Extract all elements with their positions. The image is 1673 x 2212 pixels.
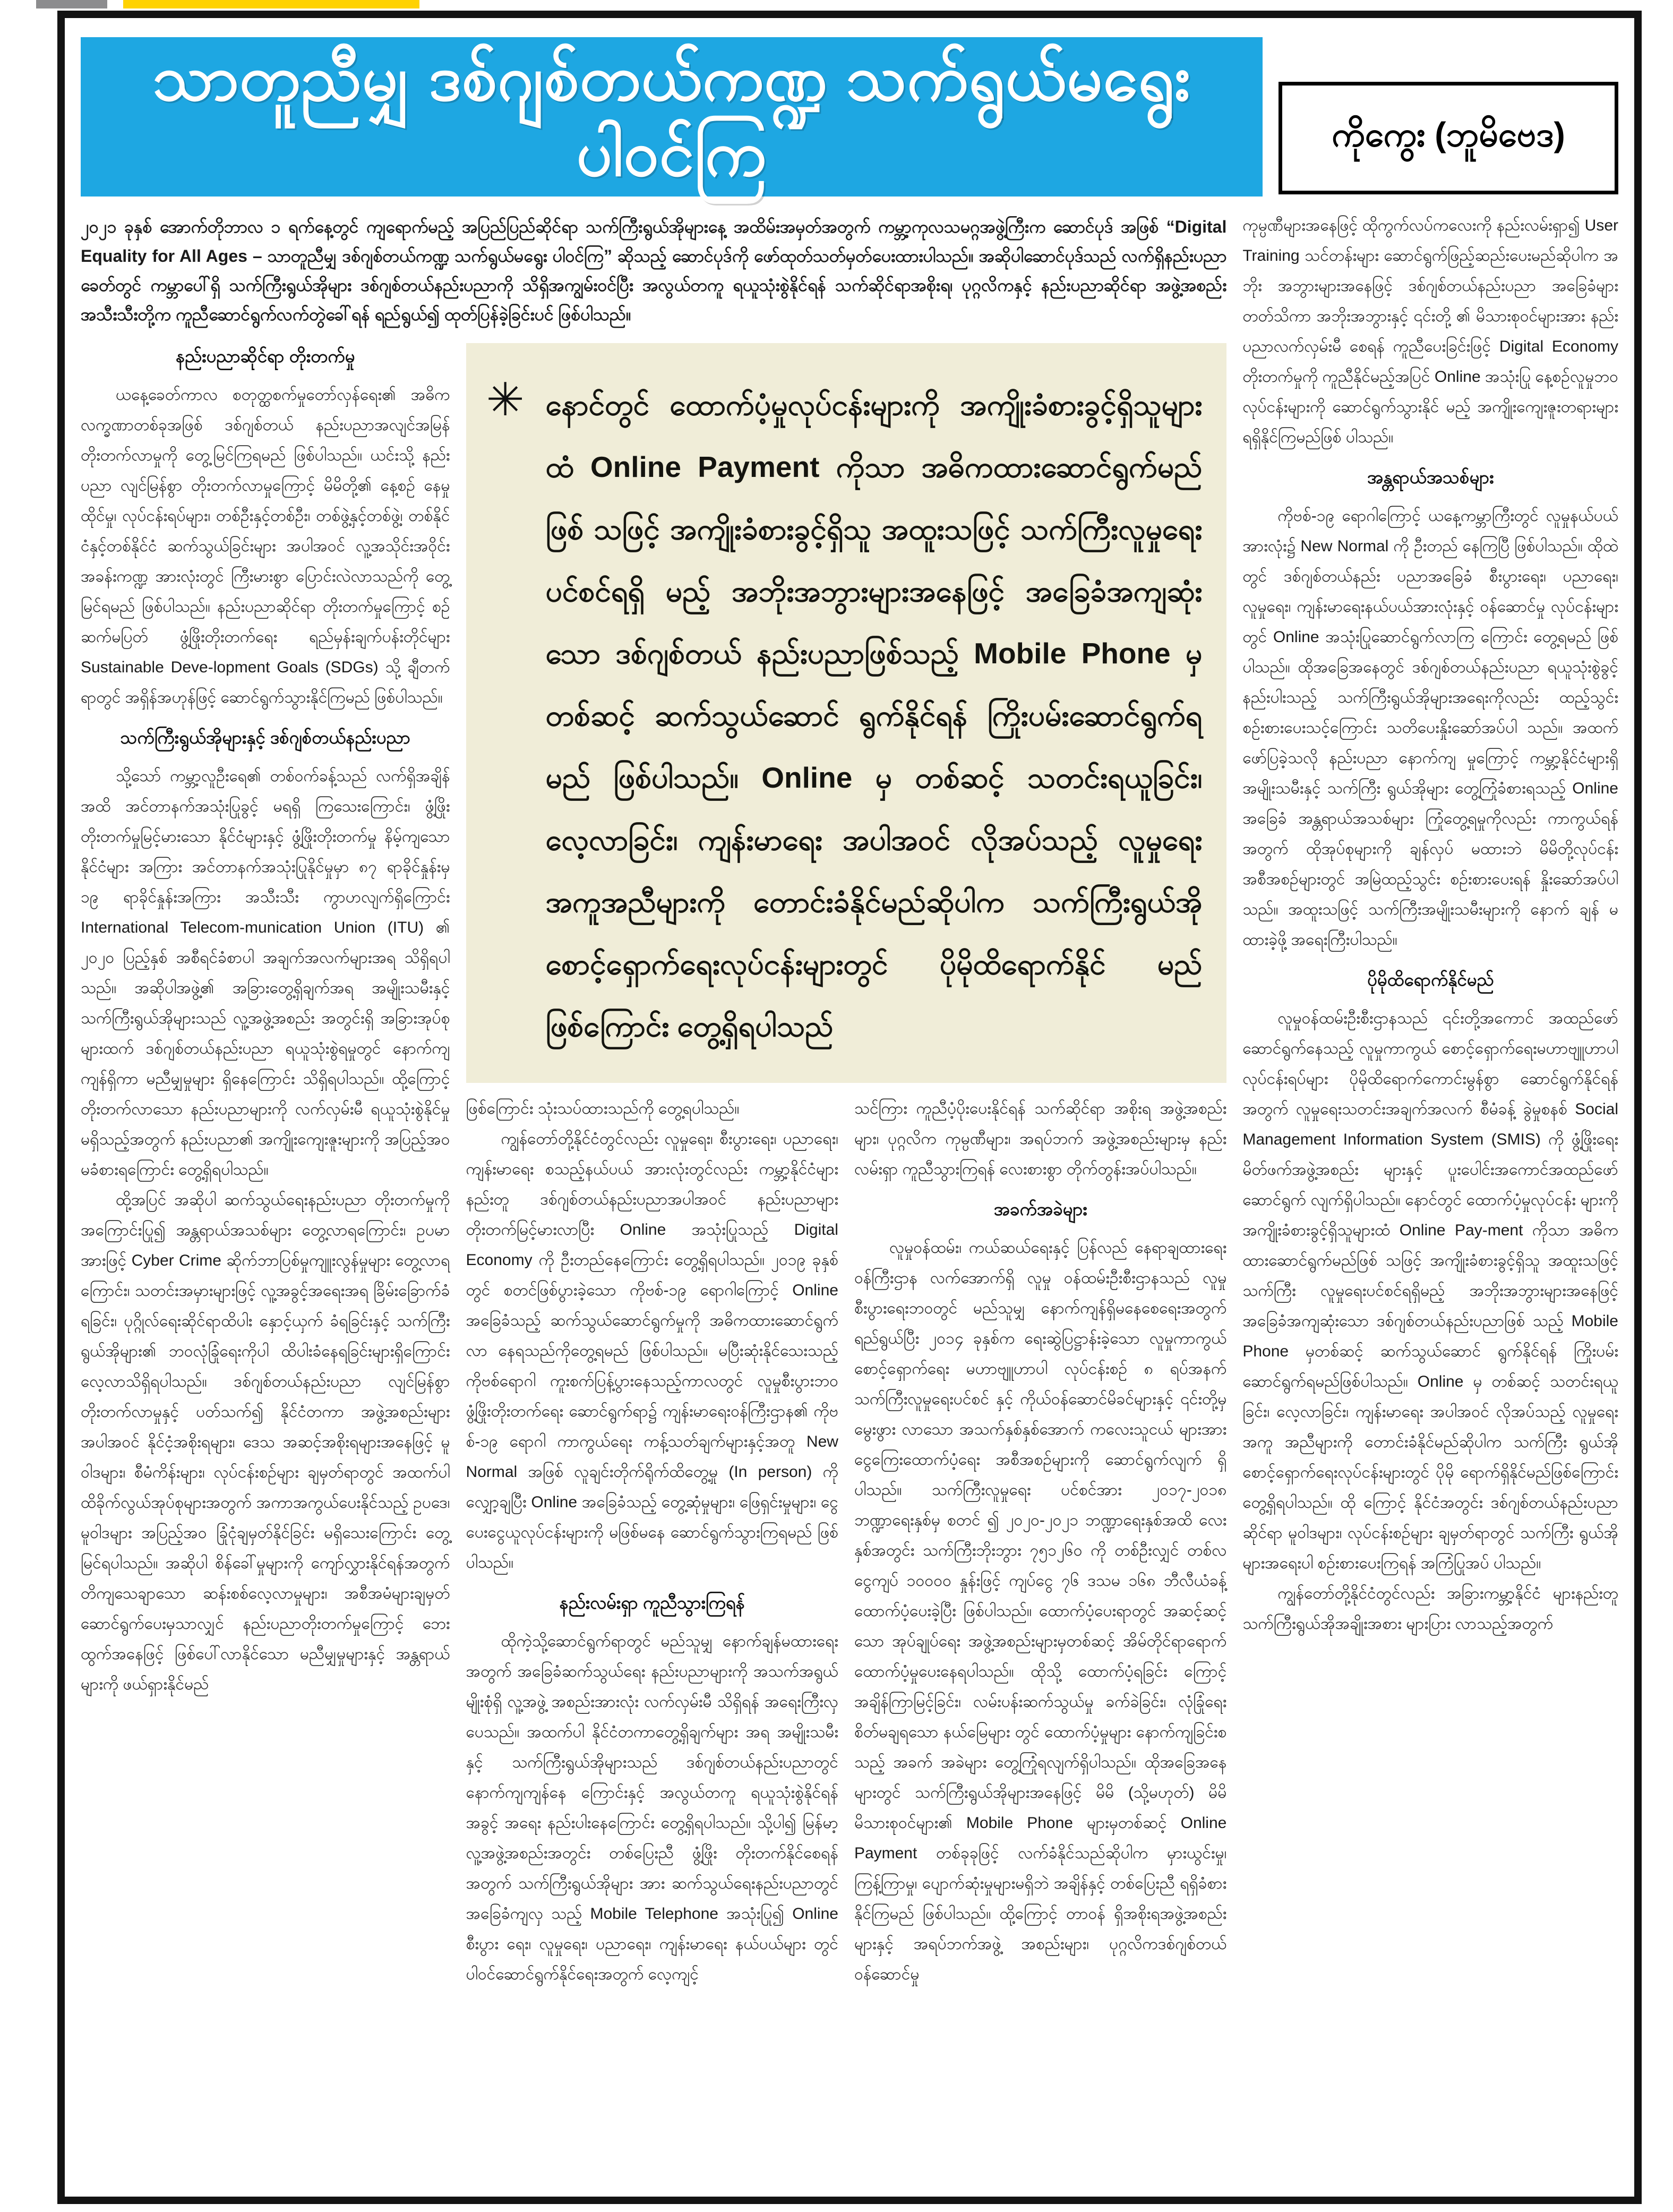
top-yellow-bar: [123, 0, 419, 8]
middle-section: [466, 343, 1227, 1989]
article-paragraph: ကျွန်တော်တို့နိုင်ငံတွင်လည်း အခြားကမ္ဘာ့နိုင်ငံ များနည်းတူ သက်ကြီးရွယ်အိုအချိုးအစား များပြား လာသည့်အတွက်: [1242, 1585, 1618, 1633]
article-frame: [57, 11, 1642, 2204]
article-paragraph: ထို့အပြင် အဆိုပါ ဆက်သွယ်ရေးနည်းပညာ တိုးတက်မှုကိုအကြောင်းပြု၍ အန္တရာယ်အသစ်များ တွေ့လာရကြောင်း၊ ဥပမာအားဖြင့် Cyber Crime ဆိုက်ဘာပြစ်မှုကျူးလွန်မှုများ တွေ့လာရကြောင်း၊ သတင်းအမှားများဖြင့် လူ့အခွင့်အရေးအရ ခြိမ်းခြောက်ခံရခြင်း၊ ပုဂ္ဂိုလ်ရေးဆိုင်ရာထိပါး နှောင့်ယှက် ခံရခြင်းနှင့် သက်ကြီးရွယ်အိုများ၏ ဘဝလုံခြုံရေးကိုပါ ထိပါးခံနေရခြင်းများရှိကြောင်း လေ့လာသိရှိရပါသည်။ ဒစ်ဂျစ်တယ်နည်းပညာ လျင်မြန်စွာ တိုးတက်လာမှုနှင့် ပတ်သက်၍ နိုင်ငံတကာ အဖွဲ့အစည်းများ အပါအဝင် နိုင်ငံ့အစိုးရများ၊ ဒေသ အဆင့်အစိုးရများအနေဖြင့် မူဝါဒများ၊ စီမံကိန်းများ၊ လုပ်ငန်းစဉ်များ ချမှတ်ရာတွင် အထက်ပါ ထိခိုက်လွယ်အုပ်စုများအတွက် အကာအကွယ်ပေးနိုင်သည့် ဥပဒေ၊ မူဝါဒများ အပြည့်အဝ ခြုံငုံချမှတ်နိုင်ခြင်း မရှိသေးကြောင်း တွေ့မြင်ရပါသည်။ အဆိုပါ စိန်ခေါ်မှုများကို ကျော်လွှားနိုင်ရန်အတွက် တိကျသေချာသော ဆန်းစစ်လေ့လာမှုများ၊ အစီအမံများချမှတ် ဆောင်ရွက်ပေးမှသာလျှင် နည်းပညာတိုးတက်မှုကြောင့် ဘေးထွက်အနေဖြင့် ဖြစ်ပေါ်လာနိုင်သော မညီမျှမှုများနှင့် အန္တရာယ်များကို ဖယ်ရှားနိုင်မည်: [81, 1191, 450, 1693]
column-4: [1242, 210, 1618, 1989]
article-paragraph: သို့သော် ကမ္ဘာ့လူဦးရေ၏ တစ်ဝက်ခန့်သည် လက်ရှိအချိန်အထိ အင်တာနက်အသုံးပြုခွင့် မရရှိ ကြသေးကြောင်း၊ ဖွံ့ဖြိုးတိုးတက်မှုမြင့်မားသော နိုင်ငံများနှင့် ဖွံ့ဖြိုးတိုးတက်မှု နိမ့်ကျသော နိုင်ငံများ အကြား အင်တာနက်အသုံးပြုနိုင်မှုမှာ ၈၇ ရာခိုင်နှုန်းမှ ၁၉ ရာခိုင်နှုန်းအကြား အသီးသီး ကွာဟလျက်ရှိကြောင်း International Telecom-munication Union (ITU) ၏ ၂၀၂၀ ပြည့်နှစ် အစီရင်ခံစာပါ အချက်အလက်များအရ သိရှိရပါ သည်။ အဆိုပါအဖွဲ့၏ အခြားတွေ့ရှိချက်အရ အမျိုးသမီးနှင့် သက်ကြီးရွယ်အိုများသည် လူ့အဖွဲ့အစည်း အတွင်းရှိ အခြားအုပ်စုများထက် ဒစ်ဂျစ်တယ်နည်းပညာ ရယူသုံးစွဲရမှုတွင် နောက်ကျကျန်ရှိကာ မညီမျှမှုများ ရှိနေကြောင်း သိရှိရပါသည်။ ထို့ကြောင့် တိုးတက်လာသော နည်းပညာများကို လက်လှမ်းမီ ရယူသုံးစွဲနိုင်မှု မရှိသည့်အတွက် နည်းပညာ၏ အကျိုးကျေးဇူးများကို အပြည့်အဝမခံစားရကြောင်း တွေ့ရှိရပါသည်။: [81, 767, 450, 1178]
column-3: [854, 1094, 1226, 1989]
article-header: [81, 37, 1618, 197]
section-heading: ပိုမိုထိရောက်နိုင်မည်: [1367, 970, 1494, 989]
article-body: [81, 210, 1618, 1989]
article-paragraph: လူမှုဝန်ထမ်းဦးစီးဌာနသည် ၎င်းတို့အကောင် အထည်ဖော်ဆောင်ရွက်နေသည့် လူမှုကာကွယ် စောင့်ရှောက်ရေးမဟာဗျူဟာပါ လုပ်ငန်းရပ်များ ပိုမိုထိရောက်ကောင်းမွန်စွာ ဆောင်ရွက်နိုင်ရန် အတွက် လူမှုရေးသတင်းအချက်အလက် စီမံခန့် ခွဲမှုစနစ် Social Management Information System (SMIS) ကို ဖွံ့ဖြိုးရေး မိတ်ဖက်အဖွဲ့အစည်း များနှင့် ပူးပေါင်းအကောင်အထည်ဖော် ဆောင်ရွက် လျက်ရှိပါသည်။ နောင်တွင် ထောက်ပံ့မှုလုပ်ငန်း များကို အကျိုးခံစားခွင့်ရှိသူများထံ Online Pay-ment ကိုသာ အဓိကထားဆောင်ရွက်မည်ဖြစ် သဖြင့် အကျိုးခံစားခွင့်ရှိသူ အထူးသဖြင့် သက်ကြီး လူမှုရေးပင်စင်ရရှိမည့် အဘိုးအဘွားများအနေဖြင့် အခြေခံအကျဆုံးသော ဒစ်ဂျစ်တယ်နည်းပညာဖြစ် သည့် Mobile Phone မှတစ်ဆင့် ဆက်သွယ်ဆောင် ရွက်နိုင်ရန် ကြိုးပမ်းဆောင်ရွက်ရမည်ဖြစ်ပါသည်။ Online မှ တစ်ဆင့် သတင်းရယူခြင်း၊ လေ့လာခြင်း၊ ကျန်းမာရေး အပါအဝင် လိုအပ်သည့် လူမှုရေး အကူ အညီများကို တောင်းခံနိုင်မည်ဆိုပါက သက်ကြီး ရွယ်အို စောင့်ရှောက်ရေးလုပ်ငန်းများတွင် ပိုမို ရောက်ရှိနိုင်မည်ဖြစ်ကြောင်း တွေ့ရှိရပါသည်။ ထို ကြောင့် နိုင်ငံအတွင်း ဒစ်ဂျစ်တယ်နည်းပညာဆိုင်ရာ မူဝါဒများ၊ လုပ်ငန်းစဉ်များ ချမှတ်ရာတွင် သက်ကြီး ရွယ်အိုများအရေးပါ စဉ်းစားပေးကြရန် အကြံပြုအပ် ပါသည်။: [1242, 1010, 1618, 1572]
author-box: [1279, 82, 1618, 194]
pull-quote-box: [466, 343, 1227, 1083]
section-heading: နည်းလမ်းရှာ ကူညီသွားကြရန်: [559, 1593, 745, 1612]
section-heading: အခက်အခဲများ: [993, 1199, 1087, 1219]
headline-banner: [81, 37, 1263, 197]
intro-paragraph: ၂၀၂၁ ခုနှစ် အောက်တိုဘာလ ၁ ရက်နေ့တွင် ကျရောက်မည့် အပြည်ပြည်ဆိုင်ရာ သက်ကြီးရွယ်အိုများနေ့ အထိမ်းအမှတ်အတွက် ကမ္ဘာ့ကုလသမဂ္ဂအဖွဲ့ကြီးက ဆောင်ပုဒ် အဖြစ် “Digital Equality for All Ages – သာတူညီမျှ ဒစ်ဂျစ်တယ်ကဏ္ဍ သက်ရွယ်မရွေး ပါဝင်ကြ” ဆိုသည့် ဆောင်ပုဒ်ကို ဖော်ထုတ်သတ်မှတ်ပေးထားပါသည်။ အဆိုပါဆောင်ပုဒ်သည် လက်ရှိနည်းပညာခေတ်တွင် ကမ္ဘာပေါ်ရှိ သက်ကြီးရွယ်အိုများ ဒစ်ဂျစ်တယ်နည်းပညာကို သိရှိအကျွမ်းဝင်ပြီး အလွယ်တကူ ရယူသုံးစွဲနိုင်ရန် သက်ဆိုင်ရာအစိုးရ၊ ပုဂ္ဂလိကနှင့် နည်းပညာဆိုင်ရာ အဖွဲ့အစည်းအသီးသီးတို့က ကူညီဆောင်ရွက်လက်တွဲခေါ်ရန် ရည်ရွယ်၍ ထုတ်ပြန်ခဲ့ခြင်းပင် ဖြစ်ပါသည်။: [81, 217, 1227, 324]
three-column-area: [81, 343, 1226, 1989]
section-heading: အန္တရာယ်အသစ်များ: [1367, 467, 1494, 487]
article-title: သာတူညီမျှ ဒစ်ဂျစ်တယ်ကဏ္ဍ သက်ရွယ်မရွေးပါဝင်ကြ: [152, 44, 1191, 189]
article-paragraph: ကျွန်တော်တို့နိုင်ငံတွင်လည်း လူမှုရေး၊ စီးပွားရေး၊ ပညာရေး၊ ကျန်းမာရေး စသည့်နယ်ပယ် အားလုံးတွင်လည်း ကမ္ဘာ့နိုင်ငံများနည်းတူ ဒစ်ဂျစ်တယ်နည်းပညာအပါအဝင် နည်းပညာများ တိုးတက်မြင့်မားလာပြီး Online အသုံးပြုသည့် Digital Economy ကို ဦးတည်နေကြောင်း တွေ့ရှိရပါသည်။ ၂၀၁၉ ခုနှစ်တွင် စတင်ဖြစ်ပွားခဲ့သော ကိုဗစ်-၁၉ ရောဂါကြောင့် Online အခြေခံသည့် ဆက်သွယ်ဆောင်ရွက်မှုကို အဓိကထားဆောင်ရွက်လာ နေရသည်ကိုတွေ့ရမည် ဖြစ်ပါသည်။ မပြီးဆုံးနိုင်သေးသည့် ကိုဗစ်ရောဂါ ကူးစက်ပြန့်ပွားနေသည့်ကာလတွင် လူမှုစီးပွားဘဝ ဖွံ့ဖြိုးတိုးတက်ရေး ဆောင်ရွက်ရာ၌ ကျန်းမာရေးဝန်ကြီးဌာန၏ ကိုဗစ်-၁၉ ရောဂါ ကာကွယ်ရေး ကန့်သတ်ချက်များနှင့်အတူ New Normal အဖြစ် လူချင်းတိုက်ရိုက်ထိတွေ့မှု (In person) ကိုလျှော့ချပြီး Online အခြေခံသည့် တွေ့ဆုံမှုများ၊ ဖြေရှင်းမှုများ၊ ငွေပေးငွေယူလုပ်ငန်းများကို မဖြစ်မနေ ဆောင်ရွက်သွားကြရမည် ဖြစ်ပါသည်။: [466, 1130, 838, 1572]
asterisk-icon: ✳: [486, 374, 525, 425]
article-paragraph: ဖြစ်ကြောင်း သုံးသပ်ထားသည်ကို တွေ့ရပါသည်။: [466, 1100, 740, 1117]
top-gray-bar: [36, 0, 107, 8]
article-paragraph: ထိုကဲ့သို့ဆောင်ရွက်ရာတွင် မည်သူမျှ နောက်ချန်မထားရေးအတွက် အခြေခံဆက်သွယ်ရေး နည်းပညာများကို အသက်အရွယ်မျိုးစုံရှိ လူ့အဖွဲ့ အစည်းအားလုံး လက်လှမ်းမီ သိရှိရန် အရေးကြီးလှပေသည်။ အထက်ပါ နိုင်ငံတကာတွေ့ရှိချက်များ အရ အမျိုးသမီးနှင့် သက်ကြီးရွယ်အိုများသည် ဒစ်ဂျစ်တယ်နည်းပညာတွင် နောက်ကျကျန်နေ ကြောင်းနှင့် အလွယ်တကူ ရယူသုံးစွဲနိုင်ရန် အခွင့် အရေး နည်းပါးနေကြောင်း တွေ့ရှိရပါသည်။ သို့ပါ၍ မြန်မာ့လူ့အဖွဲ့အစည်းအတွင်း တစ်ပြေးညီ ဖွံ့ဖြိုး တိုးတက်နိုင်စေရန်အတွက် သက်ကြီးရွယ်အိုများ အား ဆက်သွယ်ရေးနည်းပညာတွင် အခြေခံကျလှ သည့် Mobile Telephone အသုံးပြု၍ Online စီးပွား ရေး၊ လူမှုရေး၊ ပညာရေး၊ ကျန်းမာရေး နယ်ပယ်များ တွင် ပါဝင်ဆောင်ရွက်နိုင်ရေးအတွက် လေ့ကျင့်: [466, 1633, 838, 1983]
section-heading: သက်ကြီးရွယ်အိုများနှင့် ဒစ်ဂျစ်တယ်နည်းပညာ: [120, 728, 410, 747]
column-2: [466, 1094, 838, 1989]
article-paragraph: ကုမ္ပဏီများအနေဖြင့် ထိုကွက်လပ်ကလေးကို နည်းလမ်းရှာ၍ User Training သင်တန်းများ ဆောင်ရွက်ဖြည့်ဆည်းပေးမည်ဆိုပါက အဘိုး အဘွားများအနေဖြင့် ဒစ်ဂျစ်တယ်နည်းပညာ အခြေခံများ တတ်သိကာ အဘိုးအဘွားနှင့် ၎င်းတို့ ၏ မိသားစုဝင်များအား နည်းပညာလက်လှမ်းမီ စေရန် ကူညီပေးခြင်းဖြင့် Digital Economy တိုးတက်မှုကို ကူညီနိုင်မည့်အပြင် Online အသုံးပြု နေ့စဉ်လူမှုဘဝလုပ်ငန်းများကို ဆောင်ရွက်သွားနိုင် မည့် အကျိုးကျေးဇူးတရားများ ရရှိနိုင်ကြမည်ဖြစ် ပါသည်။: [1242, 217, 1618, 446]
pull-quote-text: နောင်တွင် ထောက်ပံ့မှုလုပ်ငန်းများကို အကျိုးခံစားခွင့်ရှိသူများထံ Online Payment ကိုသာ အဓိကထားဆောင်ရွက်မည်ဖြစ် သဖြင့် အကျိုးခံစားခွင့်ရှိသူ အထူးသဖြင့် သက်ကြီးလူမှုရေးပင်စင်ရရှိ မည့် အဘိုးအဘွားများအနေဖြင့် အခြေခံအကျဆုံးသော ဒစ်ဂျစ်တယ် နည်းပညာဖြစ်သည့် Mobile Phone မှတစ်ဆင့် ဆက်သွယ်ဆောင် ရွက်နိုင်ရန် ကြိုးပမ်းဆောင်ရွက်ရမည် ဖြစ်ပါသည်။ Online မှ တစ်ဆင့် သတင်းရယူခြင်း၊ လေ့လာခြင်း၊ ကျန်းမာရေး အပါအဝင် လိုအပ်သည့် လူမှုရေးအကူအညီများကို တောင်းခံနိုင်မည်ဆိုပါက သက်ကြီးရွယ်အို စောင့်ရှောက်ရေးလုပ်ငန်းများတွင် ပိုမိုထိရောက်နိုင် မည်ဖြစ်ကြောင်း တွေ့ရှိရပါသည်: [545, 388, 1203, 1043]
article-paragraph: ကိုဗစ်-၁၉ ရောဂါကြောင့် ယနေ့ကမ္ဘာကြီးတွင် လူမှုနယ်ပယ်အားလုံး၌ New Normal ကို ဦးတည် နေကြပြီ ဖြစ်ပါသည်။ ထိုထဲတွင် ဒစ်ဂျစ်တယ်နည်း ပညာအခြေခံ စီးပွားရေး၊ ပညာရေး၊ လူမှုရေး၊ ကျန်းမာရေးနယ်ပယ်အားလုံးနှင့် ဝန်ဆောင်မှု လုပ်ငန်းများတွင် Online အသုံးပြုဆောင်ရွက်လာကြ ကြောင်း တွေ့ရမည် ဖြစ်ပါသည်။ ထိုအခြေအနေတွင် ဒစ်ဂျစ်တယ်နည်းပညာ ရယူသုံးစွဲခွင့် နည်းပါးသည့် သက်ကြီးရွယ်အိုများအရေးကိုလည်း ထည့်သွင်း စဉ်းစားပေးသင့်ကြောင်း သတိပေးနှိုးဆော်အပ်ပါ သည်။ အထက်ဖော်ပြခဲ့သလို နည်းပညာ နောက်ကျ မှုကြောင့် ကမ္ဘာ့နိုင်ငံများရှိ အမျိုးသမီးနှင့် သက်ကြီး ရွယ်အိုများ တွေ့ကြုံခံစားရသည့် Online အခြေခံ အန္တရာယ်အသစ်များ ကြုံတွေ့ရမှုကိုလည်း ကာကွယ်ရန်အတွက် ထိုအုပ်စုများကို ချန်လှပ် မထားဘဲ မိမိတို့လုပ်ငန်း အစီအစဉ်များတွင် အမြဲထည့်သွင်း စဉ်းစားပေးရန် နှိုးဆော်အပ်ပါ သည်။ အထူးသဖြင့် သက်ကြီးအမျိုးသမီးများကို နောက် ချန် မထားခဲ့ဖို့ အရေးကြီးပါသည်။: [1242, 507, 1618, 949]
article-paragraph: ယနေ့ခေတ်ကာလ စတုတ္ထစက်မှုတော်လှန်ရေး၏ အဓိကလက္ခဏာတစ်ခုအဖြစ် ဒစ်ဂျစ်တယ် နည်းပညာအလျင်အမြန် တိုးတက်လာမှုကို တွေ့မြင်ကြရမည် ဖြစ်ပါသည်။ ယင်းသို့ နည်းပညာ လျင်မြန်စွာ တိုးတက်လာမှုကြောင့် မိမိတို့၏ နေ့စဉ် နေမှုထိုင်မှု၊ လုပ်ငန်းရပ်များ၊ တစ်ဦးနှင့်တစ်ဦး၊ တစ်ဖွဲ့နှင့်တစ်ဖွဲ့၊ တစ်နိုင်ငံနှင့်တစ်နိုင်ငံ ဆက်သွယ်ခြင်းများ အပါအဝင် လူ့အသိုင်းအဝိုင်း အခန်းကဏ္ဍ အားလုံးတွင် ကြီးမားစွာ ပြောင်းလဲလာသည်ကို တွေ့မြင်ရမည် ဖြစ်ပါသည်။ နည်းပညာဆိုင်ရာ တိုးတက်မှုကြောင့် စဉ်ဆက်မပြတ် ဖွံ့ဖြိုးတိုးတက်ရေး ရည်မှန်းချက်ပန်းတိုင်များ Sustainable Deve-lopment Goals (SDGs) သို့ ချီတက်ရာတွင် အရှိန်အဟုန်ဖြင့် ဆောင်ရွက်သွားနိုင်ကြမည် ဖြစ်ပါသည်။: [81, 386, 450, 706]
two-column-area: [466, 1094, 1227, 1989]
author-name: ကိုကွေး (ဘူမိဗေဒ): [1332, 115, 1565, 153]
article-paragraph: သင်ကြား ကူညီပံ့ပိုးပေးနိုင်ရန် သက်ဆိုင်ရာ အစိုးရ အဖွဲ့အစည်းများ၊ ပုဂ္ဂလိက ကုမ္ပဏီများ၊ အရပ်ဘက် အဖွဲ့အစည်းများမှ နည်းလမ်းရှာ ကူညီသွားကြရန် လေးစားစွာ တိုက်တွန်းအပ်ပါသည်။: [854, 1100, 1227, 1178]
section-heading: နည်းပညာဆိုင်ရာ တိုးတက်မှု: [176, 346, 355, 366]
left-section: [81, 210, 1226, 1989]
column-1: [81, 343, 450, 1699]
article-paragraph: လူမှုဝန်ထမ်း၊ ကယ်ဆယ်ရေးနှင့် ပြန်လည် နေရာချထားရေးဝန်ကြီးဌာန လက်အောက်ရှိ လူမှု ဝန်ထမ်းဦးစီးဌာနသည် လူမှုစီးပွားရေးဘဝတွင် မည်သူမျှ နောက်ကျန်ရှိမနေစေရေးအတွက် ရည်ရွယ်ပြီး ၂၀၁၄ ခုနှစ်က ရေးဆွဲပြဋ္ဌာန်းခဲ့သော လူမှုကာကွယ်စောင့်ရှောက်ရေး မဟာဗျူဟာပါ လုပ်ငန်းစဉ် ၈ ရပ်အနက် သက်ကြီးလူမှုရေးပင်စင် နှင့် ကိုယ်ဝန်ဆောင်မိခင်များနှင့် ၎င်းတို့မှမွေးဖွား လာသော အသက်နှစ်နှစ်အောက် ကလေးသူငယ် များအား ငွေကြေးထောက်ပံ့ရေး အစီအစဉ်များကို ဆောင်ရွက်လျက် ရှိပါသည်။ သက်ကြီးလူမှုရေး ပင်စင်အား ၂၀၁၇-၂၀၁၈ ဘဏ္ဍာရေးနှစ်မှ စတင် ၍ ၂၀၂၀-၂၀၂၁ ဘဏ္ဍာရေးနှစ်အထိ လေးနှစ်အတွင်း သက်ကြီးဘိုးဘွား ၇၅၁၂၆၀ ကို တစ်ဦးလျှင် တစ်လ ငွေကျပ် ၁၀၀၀၀ နှုန်းဖြင့် ကျပ်ငွေ ၇၆ ဒသမ ၁၆၈ ဘီလီယံခန့် ထောက်ပံ့ပေးခဲ့ပြီး ဖြစ်ပါသည်။ ထောက်ပံ့ပေးရာတွင် အဆင့်ဆင့်သော အုပ်ချုပ်ရေး အဖွဲ့အစည်းများမှတစ်ဆင့် အိမ်တိုင်ရာရောက် ထောက်ပံ့မှုပေးနေရပါသည်။ ထိုသို့ ထောက်ပံ့ရခြင်း ကြောင့် အချိန်ကြာမြင့်ခြင်း၊ လမ်းပန်းဆက်သွယ်မှု ခက်ခဲခြင်း၊ လုံခြုံရေး စိတ်မချရသော နယ်မြေများ တွင် ထောက်ပံ့မှုများ နောက်ကျခြင်းစသည့် အခက် အခဲများ တွေ့ကြုံရလျက်ရှိပါသည်။ ထိုအခြေအနေ များတွင် သက်ကြီးရွယ်အိုများအနေဖြင့် မိမိ (သို့မဟုတ်) မိမိ မိသားစုဝင်များ၏ Mobile Phone များမှတစ်ဆင့် Online Payment တစ်ခုခုဖြင့် လက်ခံနိုင်သည်ဆိုပါက မှားယွင်းမှု၊ ကြန့်ကြာမှု၊ ပျောက်ဆုံးမှုများမရှိဘဲ အချိန်နှင့် တစ်ပြေးညီ ရရှိခံစားနိုင်ကြမည် ဖြစ်ပါသည်။ ထို့ကြောင့် တာဝန် ရှိအစိုးရအဖွဲ့အစည်းများနှင့် အရပ်ဘက်အဖွဲ့ အစည်းများ၊ ပုဂ္ဂလိကဒစ်ဂျစ်တယ်ဝန်ဆောင်မှု: [854, 1239, 1227, 1983]
